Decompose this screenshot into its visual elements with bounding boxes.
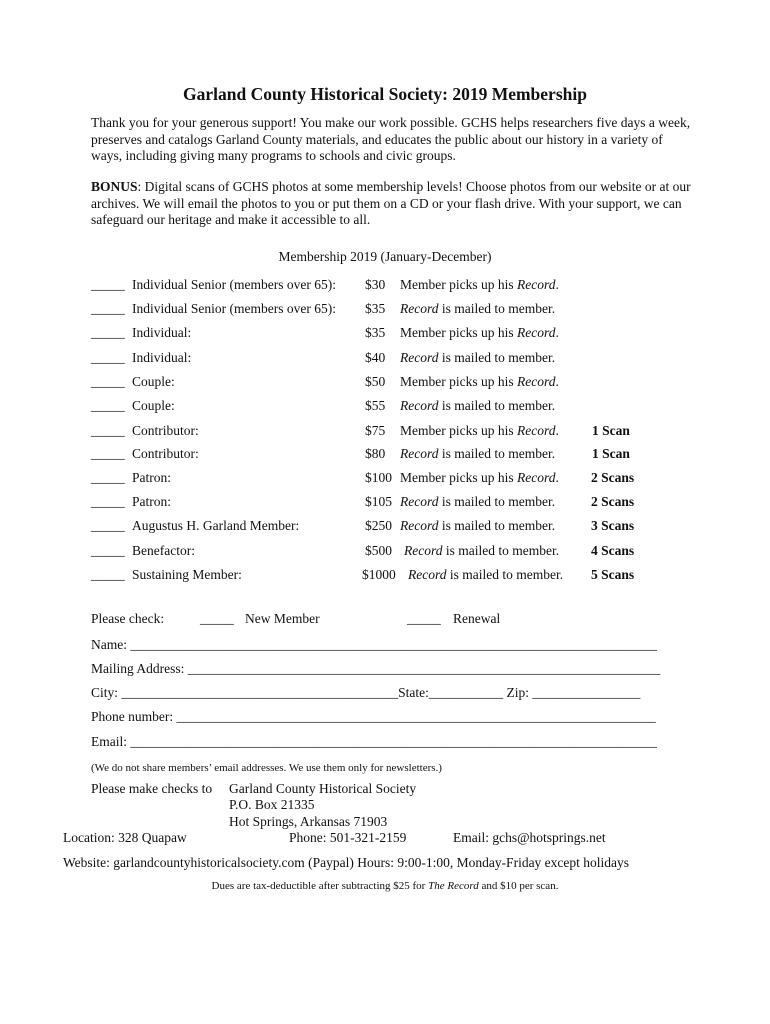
footer-text: Dues are tax-deductible after subtracting $25 for <box>211 880 429 892</box>
membership-level-row <box>0 494 770 510</box>
membership-level-row <box>0 374 770 390</box>
record-title: Record <box>517 374 556 389</box>
intro-paragraph: Thank you for your generous support! You make our work possible. GCHS helps researchers five days a week, preserves and catalogs Garland County materials, and educates the public about our history in a variety of ways, including giving many programs to schools and civic groups. <box>91 115 691 163</box>
record-title: Record <box>408 567 447 582</box>
level-label: Individual Senior (members over 65): <box>132 277 336 292</box>
delivery-suffix: is mailed to member. <box>442 543 560 558</box>
level-delivery-note <box>400 494 555 510</box>
membership-level-row <box>0 301 770 317</box>
level-price: $500 <box>365 543 392 558</box>
level-delivery-note <box>400 470 559 486</box>
mailing-address-field[interactable]: Mailing Address: ______________________________________________________________________ <box>91 661 661 676</box>
level-label: Sustaining Member: <box>132 567 242 582</box>
record-title: Record <box>400 350 439 365</box>
delivery-prefix: Member picks up his <box>400 325 517 340</box>
record-title: Record <box>400 494 439 509</box>
level-delivery-note <box>400 277 559 293</box>
membership-heading: Membership 2019 (January-December) <box>278 249 492 264</box>
record-title: Record <box>517 470 556 485</box>
level-price: $100 <box>365 470 392 485</box>
delivery-suffix: is mailed to member. <box>438 518 556 533</box>
level-delivery-note <box>400 398 555 414</box>
name-field[interactable]: Name: ______________________________________________________________________________ <box>91 637 657 652</box>
level-checkbox-blank[interactable]: _____ <box>91 446 125 461</box>
level-price: $50 <box>365 374 386 389</box>
location-text: Location: 328 Quapaw <box>63 830 187 845</box>
level-scan-count: 1 Scan <box>592 446 630 461</box>
level-price: $30 <box>365 277 386 292</box>
level-price: $75 <box>365 423 386 438</box>
checks-payable-label: Please make checks to <box>91 781 213 796</box>
level-scan-count: 2 Scans <box>591 494 635 509</box>
level-checkbox-blank[interactable]: _____ <box>91 567 125 582</box>
level-price: $35 <box>365 301 386 316</box>
level-label: Individual Senior (members over 65): <box>132 301 336 316</box>
level-checkbox-blank[interactable]: _____ <box>91 350 125 365</box>
level-checkbox-blank[interactable]: _____ <box>91 423 125 438</box>
level-price: $1000 <box>362 567 396 582</box>
level-label: Couple: <box>132 398 175 413</box>
level-price: $80 <box>365 446 386 461</box>
level-checkbox-blank[interactable]: _____ <box>91 518 125 533</box>
please-check-label: Please check: <box>91 611 165 626</box>
record-title: Record <box>400 518 439 533</box>
membership-level-row <box>0 470 770 486</box>
level-scan-count: 4 Scans <box>591 543 635 558</box>
level-price: $55 <box>365 398 386 413</box>
level-checkbox-blank[interactable]: _____ <box>91 325 125 340</box>
delivery-prefix: Member picks up his <box>400 277 517 292</box>
record-title: Record <box>404 543 443 558</box>
level-checkbox-blank[interactable]: _____ <box>91 543 125 558</box>
delivery-prefix: Member picks up his <box>400 423 517 438</box>
level-delivery-note <box>400 423 559 439</box>
membership-level-row <box>0 350 770 366</box>
payee-city: Hot Springs, Arkansas 71903 <box>229 814 388 829</box>
level-scan-count: 5 Scans <box>591 567 635 582</box>
delivery-suffix: . <box>555 374 559 389</box>
privacy-note: (We do not share members’ email addresses. We use them only for newsletters.) <box>91 762 442 774</box>
delivery-suffix: . <box>555 325 559 340</box>
level-delivery-note <box>408 567 563 583</box>
level-checkbox-blank[interactable]: _____ <box>91 277 125 292</box>
email-contact-link[interactable]: Email: gchs@hotsprings.net <box>453 830 606 845</box>
record-title: Record <box>400 301 439 316</box>
delivery-prefix: Member picks up his <box>400 470 517 485</box>
level-delivery-note <box>400 518 555 534</box>
level-checkbox-blank[interactable]: _____ <box>91 398 125 413</box>
record-title: Record <box>400 398 439 413</box>
level-checkbox-blank[interactable]: _____ <box>91 470 125 485</box>
delivery-prefix: Member picks up his <box>400 374 517 389</box>
delivery-suffix: is mailed to member. <box>438 446 556 461</box>
level-delivery-note <box>400 374 559 390</box>
record-title: Record <box>517 277 556 292</box>
level-label: Individual: <box>132 325 192 340</box>
footer-record-title: The Record <box>428 880 479 892</box>
level-label: Contributor: <box>132 446 199 461</box>
delivery-suffix: is mailed to member. <box>446 567 564 582</box>
page-title: Garland County Historical Society: 2019 Membership <box>183 84 587 104</box>
tax-deduction-footer <box>0 880 770 892</box>
footer-text-end: and $10 per scan. <box>478 880 559 892</box>
level-label: Augustus H. Garland Member: <box>132 518 300 533</box>
membership-level-row <box>0 567 770 583</box>
level-delivery-note <box>400 350 555 366</box>
membership-level-row <box>0 277 770 293</box>
level-delivery-note <box>404 543 559 559</box>
payee-name: Garland County Historical Society <box>229 781 417 796</box>
level-checkbox-blank[interactable]: _____ <box>91 494 125 509</box>
record-title: Record <box>517 325 556 340</box>
payee-po-box: P.O. Box 21335 <box>229 797 315 812</box>
level-label: Contributor: <box>132 423 199 438</box>
new-member-label: New Member <box>245 611 320 626</box>
website-hours-line: Website: garlandcountyhistoricalsociety.com (Paypal) Hours: 9:00-1:00, Monday-Friday except holidays <box>63 855 630 870</box>
membership-level-row <box>0 398 770 414</box>
renewal-label: Renewal <box>453 611 501 626</box>
level-scan-count: 2 Scans <box>591 470 635 485</box>
membership-level-row <box>0 446 770 462</box>
level-scan-count: 1 Scan <box>592 423 630 438</box>
record-title: Record <box>400 446 439 461</box>
bonus-text: : Digital scans of GCHS photos at some membership levels! Choose photos from our website or at our archives. We will email the photos to you or put them on a CD or your flash drive. With your support, we can safeguard our heritage and make it accessible to all. <box>91 179 691 227</box>
level-checkbox-blank[interactable]: _____ <box>91 301 125 316</box>
level-delivery-note <box>400 301 555 317</box>
city-state-zip-field[interactable]: City: _________________________________________State:___________ Zip: ________________ <box>91 685 641 700</box>
level-price: $105 <box>365 494 392 509</box>
bonus-paragraph <box>91 179 691 229</box>
membership-level-row <box>0 423 770 439</box>
new-member-checkbox[interactable]: _____ <box>200 611 234 626</box>
level-label: Patron: <box>132 494 171 509</box>
delivery-suffix: . <box>555 423 559 438</box>
membership-level-row <box>0 518 770 534</box>
level-delivery-note <box>400 325 559 341</box>
delivery-suffix: is mailed to member. <box>438 350 556 365</box>
delivery-suffix: is mailed to member. <box>438 494 556 509</box>
phone-text: Phone: 501-321-2159 <box>289 830 407 845</box>
level-delivery-note <box>400 446 555 462</box>
level-label: Couple: <box>132 374 175 389</box>
record-title: Record <box>517 423 556 438</box>
level-label: Patron: <box>132 470 171 485</box>
level-checkbox-blank[interactable]: _____ <box>91 374 125 389</box>
delivery-suffix: . <box>555 470 559 485</box>
bonus-label: BONUS <box>91 179 138 194</box>
level-price: $40 <box>365 350 386 365</box>
level-label: Individual: <box>132 350 192 365</box>
level-scan-count: 3 Scans <box>591 518 635 533</box>
renewal-checkbox[interactable]: _____ <box>407 611 441 626</box>
level-price: $35 <box>365 325 386 340</box>
delivery-suffix: is mailed to member. <box>438 301 556 316</box>
phone-number-field[interactable]: Phone number: _______________________________________________________________________ <box>91 709 656 724</box>
membership-level-row <box>0 325 770 341</box>
level-price: $250 <box>365 518 392 533</box>
delivery-suffix: is mailed to member. <box>438 398 556 413</box>
email-field[interactable]: Email: ______________________________________________________________________________ <box>91 734 657 749</box>
membership-level-row <box>0 543 770 559</box>
delivery-suffix: . <box>555 277 559 292</box>
level-label: Benefactor: <box>132 543 195 558</box>
